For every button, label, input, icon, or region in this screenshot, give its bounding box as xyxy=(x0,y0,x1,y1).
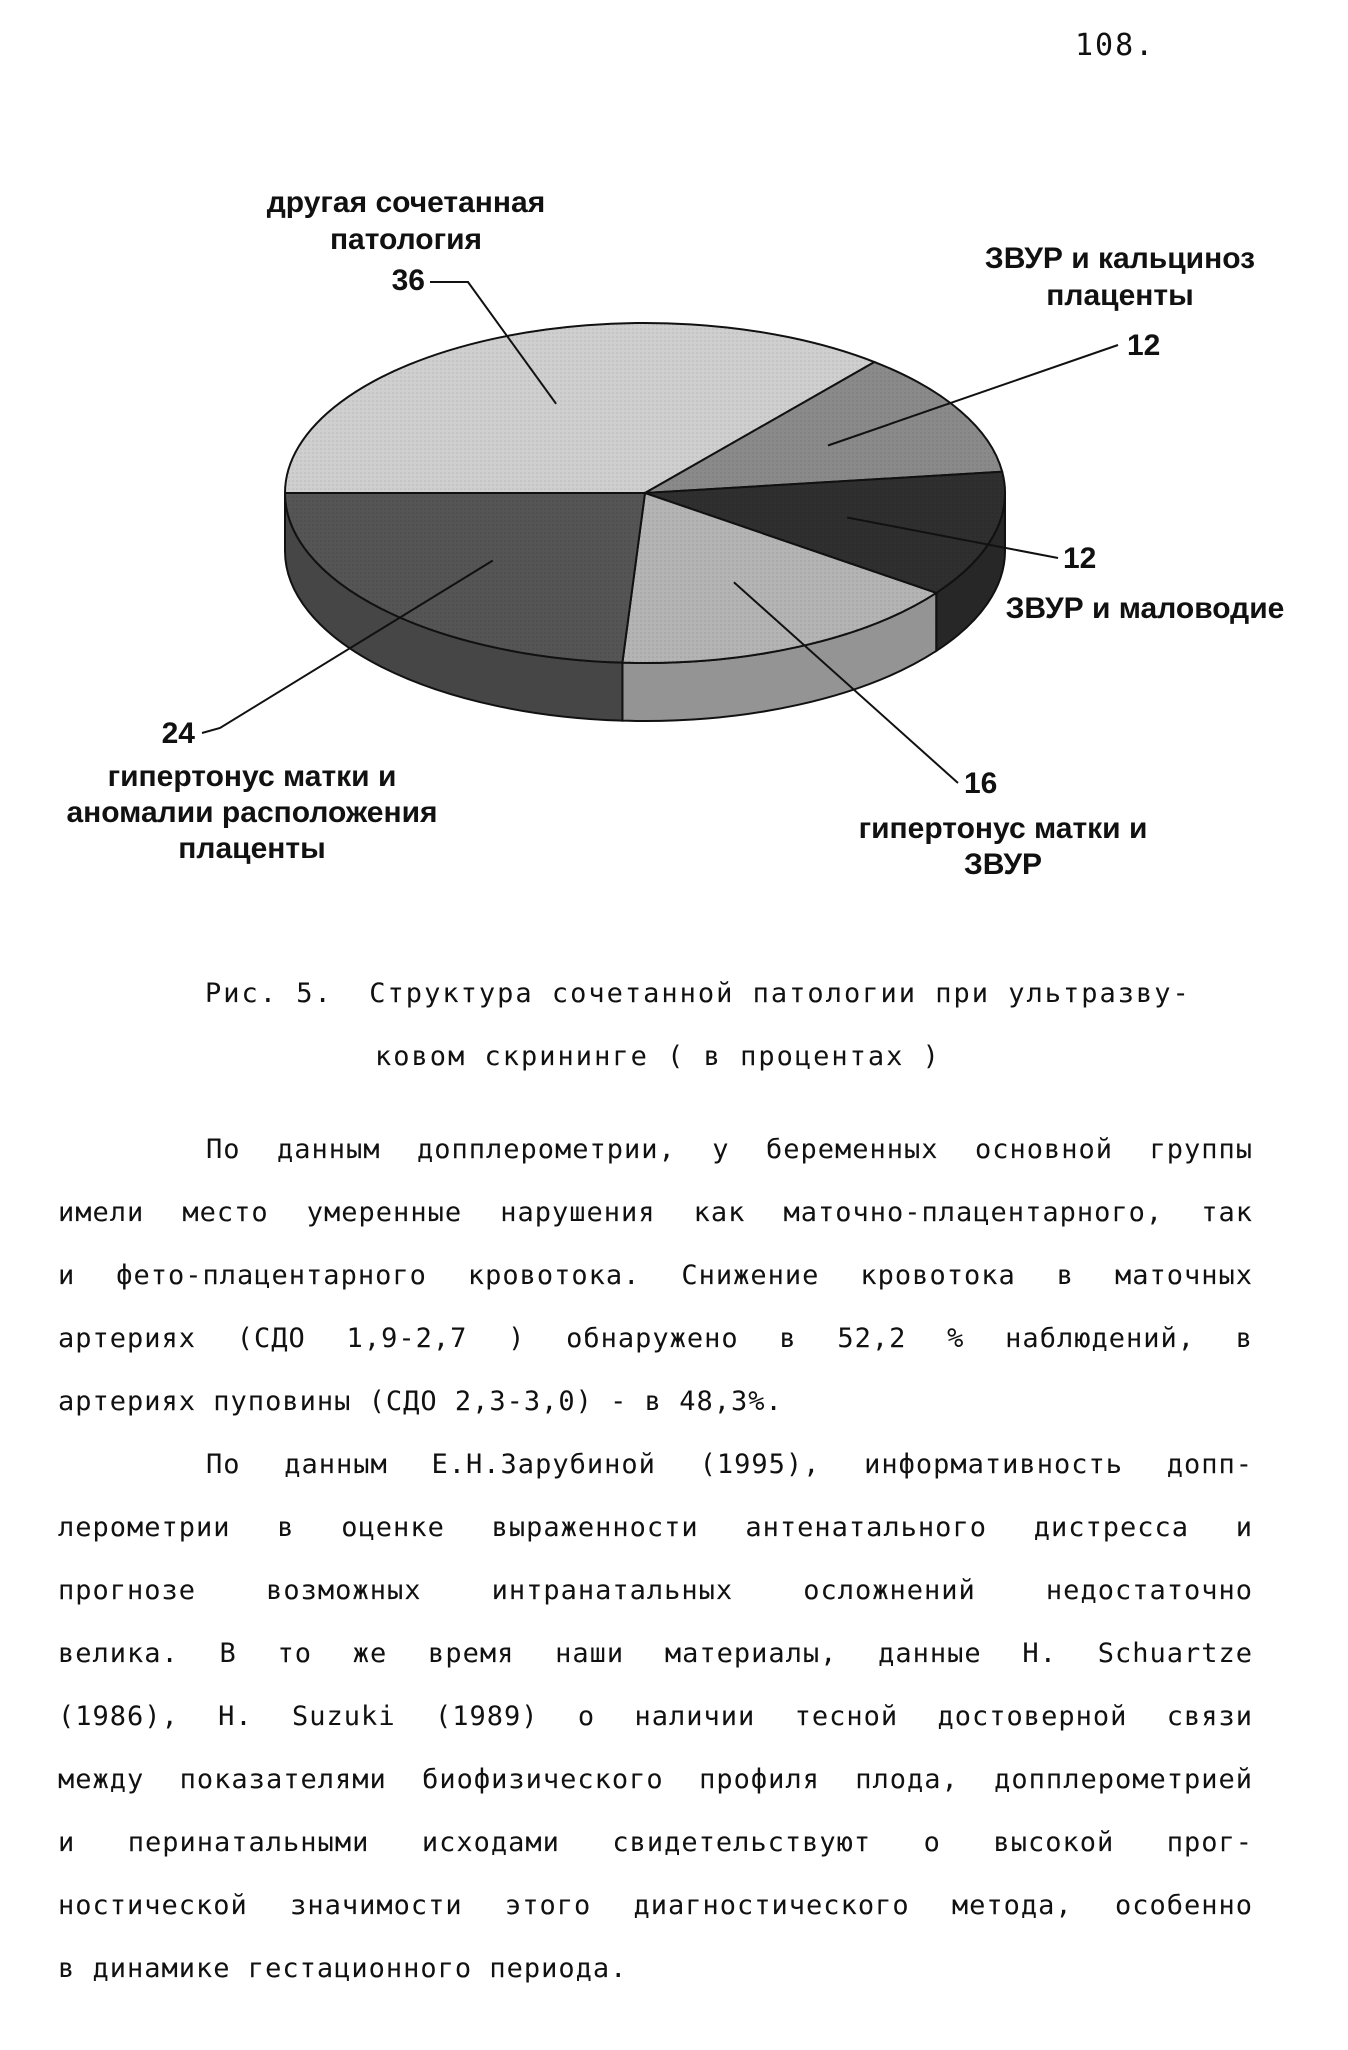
text-line: и фето-плацентарного кровотока. Снижение кровотока в маточных xyxy=(58,1260,1253,1291)
text-line: велика. В то же время наши материалы, данные H. Schuartze xyxy=(58,1638,1253,1669)
slice-value-label: 24 xyxy=(161,717,195,750)
slice-category-label: гипертонус матки и xyxy=(107,760,397,793)
slice-category-label: ЗВУР и маловодие xyxy=(1005,592,1285,625)
figure-caption-line-1: Рис. 5. Структура сочетанной патологии при ультразву- xyxy=(205,978,1191,1009)
slice-category-label: плаценты xyxy=(178,832,326,865)
slice-category-label: аномалии расположения xyxy=(66,796,438,829)
text-line: ностической значимости этого диагностического метода, особенно xyxy=(58,1890,1253,1921)
page-number: 108. xyxy=(1075,28,1156,63)
slice-category-label: патология xyxy=(329,223,483,256)
pie-chart xyxy=(0,0,1348,900)
slice-value-label: 36 xyxy=(391,264,425,297)
slice-value-label: 16 xyxy=(964,767,998,800)
slice-category-label: другая сочетанная xyxy=(266,186,546,219)
text-line: имели место умеренные нарушения как маточно-плацентарного, так xyxy=(58,1197,1253,1228)
slice-category-label: плаценты xyxy=(1046,279,1194,312)
text-line: лерометрии в оценке выраженности антенатального дистресса и xyxy=(58,1512,1253,1543)
text-line: артериях (СДО 1,9-2,7 ) обнаружено в 52,2 % наблюдений, в xyxy=(58,1323,1253,1354)
figure-caption-line-2: ковом скрининге ( в процентах ) xyxy=(375,1041,941,1072)
text-line: артериях пуповины (СДО 2,3-3,0) - в 48,3%. xyxy=(58,1386,783,1417)
text-line: прогнозе возможных интранатальных осложнений недостаточно xyxy=(58,1575,1253,1606)
text-line: По данным допплерометрии, у беременных основной группы xyxy=(206,1134,1253,1165)
slice-value-label: 12 xyxy=(1127,329,1161,362)
text-line: (1986), H. Suzuki (1989) о наличии тесной достоверной связи xyxy=(58,1701,1253,1732)
text-line: и перинатальными исходами свидетельствуют о высокой прог- xyxy=(58,1827,1253,1858)
slice-category-label: гипертонус матки и xyxy=(858,812,1148,845)
slice-value-label: 12 xyxy=(1063,542,1097,575)
text-line: в динамике гестационного периода. xyxy=(58,1953,628,1984)
slice-category-label: ЗВУР xyxy=(964,848,1042,881)
pie-tops xyxy=(285,323,1005,663)
slice-category-label: ЗВУР и кальциноз xyxy=(984,242,1256,275)
text-line: между показателями биофизического профиля плода, допплерометрией xyxy=(58,1764,1253,1795)
text-line: По данным Е.Н.Зарубиной (1995), информативность допп- xyxy=(206,1449,1253,1480)
